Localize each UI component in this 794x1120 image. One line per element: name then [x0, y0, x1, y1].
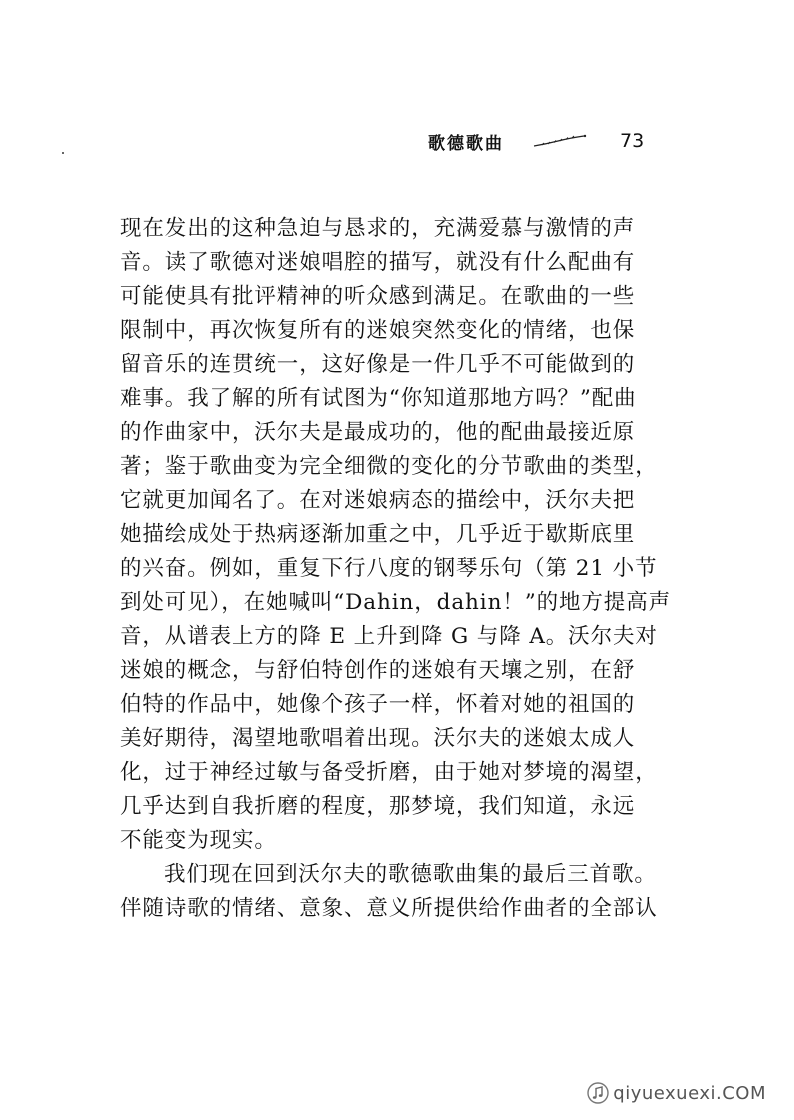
text-line: 现在发出的这种急迫与恳求的，充满爱慕与激情的声: [120, 216, 636, 241]
body-text: [120, 212, 675, 926]
text-line: 的作曲家中，沃尔夫是最成功的，他的配曲最接近原: [120, 420, 636, 445]
scan-speck: [62, 152, 64, 154]
text-line: 美好期待，渴望地歌唱着出现。沃尔夫的迷娘太成人: [120, 726, 636, 751]
ornament-flourish-icon: [532, 134, 588, 148]
page-number: 73: [620, 130, 645, 152]
site-watermark: [587, 1082, 766, 1104]
text-line: 音。读了歌德对迷娘唱腔的描写，就没有什么配曲有: [120, 250, 636, 275]
text-line: 可能使具有批评精神的听众感到满足。在歌曲的一些: [120, 284, 636, 309]
text-line: 伯特的作品中，她像个孩子一样，怀着对她的祖国的: [120, 692, 636, 717]
watermark-text: qiyuexuexi.COM: [613, 1082, 766, 1104]
text-line: 限制中，再次恢复所有的迷娘突然变化的情绪，也保: [120, 318, 636, 343]
text-line: 留音乐的连贯统一，这好像是一件几乎不可能做到的: [120, 352, 636, 377]
text-line: 迷娘的概念，与舒伯特创作的迷娘有天壤之别，在舒: [120, 658, 636, 683]
text-line: 的兴奋。例如，重复下行八度的钢琴乐句（第 21 小节: [120, 556, 658, 581]
music-note-icon: [587, 1082, 609, 1104]
text-line: 著；鉴于歌曲变为完全细微的变化的分节歌曲的类型，: [120, 454, 658, 479]
text-line: 不能变为现实。: [120, 828, 277, 853]
running-header: [428, 125, 644, 157]
text-line: 伴随诗歌的情绪、意象、意义所提供给作曲者的全部认: [120, 896, 658, 921]
text-line: 音，从谱表上方的降 E 上升到降 G 与降 A。沃尔夫对: [120, 624, 658, 649]
text-line: 化，过于神经过敏与备受折磨，由于她对梦境的渴望，: [120, 760, 658, 785]
text-line: 几乎达到自我折磨的程度，那梦境，我们知道，永远: [120, 794, 636, 819]
text-line: 难事。我了解的所有试图为“你知道那地方吗？”配曲: [120, 386, 637, 411]
text-line: 到处可见），在她喊叫“Dahin，dahin！”的地方提高声: [120, 590, 672, 615]
paragraph-start-line: 我们现在回到沃尔夫的歌德歌曲集的最后三首歌。: [164, 862, 657, 887]
text-line: 她描绘成处于热病逐渐加重之中，几乎近于歇斯底里: [120, 522, 636, 547]
text-line: 它就更加闻名了。在对迷娘病态的描绘中，沃尔夫把: [120, 488, 636, 513]
chapter-title: 歌德歌曲: [428, 133, 504, 154]
